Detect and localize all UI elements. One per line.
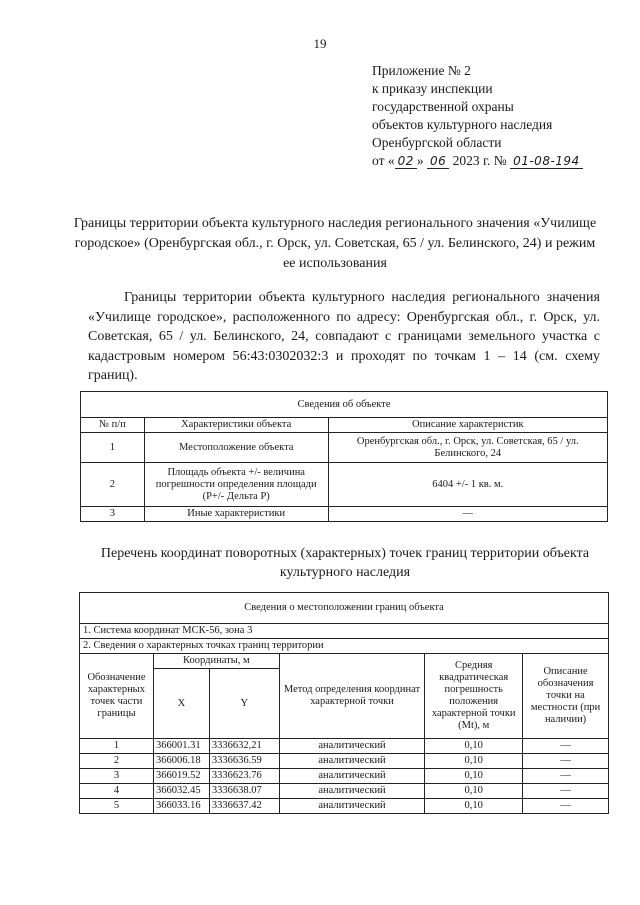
cell-method: аналитический [279, 739, 425, 754]
cell-accuracy: 0,10 [425, 799, 523, 814]
cell-point: 4 [80, 784, 154, 799]
table-row [80, 784, 609, 799]
header-designation: Обозначение характерных точек части границы [80, 654, 154, 739]
cell-description: — [523, 754, 609, 769]
cell-point: 3 [80, 769, 154, 784]
header-accuracy: Средняя квадратическая погрешность положения характерной точки (Mt), м [425, 654, 523, 739]
cell-point: 2 [80, 754, 154, 769]
cell-characteristic: Площадь объекта +/- величина погрешности определения площади (Р+/- Дельта Р) [144, 463, 328, 507]
col-header: Характеристики объекта [144, 418, 328, 433]
cell-method: аналитический [279, 754, 425, 769]
cell-number: 2 [81, 463, 145, 507]
appendix-header [372, 62, 583, 170]
page-number: 19 [313, 36, 327, 51]
object-info-table [80, 391, 608, 522]
coordinates-list-title: Перечень координат поворотных (характерных) точек границ территории объекта культурного наследия [100, 546, 590, 580]
table-row [80, 799, 609, 814]
cell-x: 366019.52 [153, 769, 209, 784]
appendix-date-line [372, 152, 583, 170]
cell-x: 366006.18 [153, 754, 209, 769]
table-row [81, 433, 608, 463]
cell-description: — [523, 799, 609, 814]
cell-accuracy: 0,10 [425, 784, 523, 799]
header-coordinates: Координаты, м [153, 654, 279, 669]
paragraph-text: Границы территории объекта культурного наследия регионального значения «Училище городское», расположенного по адресу: Оренбургская обл., г. Орск, ул. Советская, 65 / ул. Белинского, 24, совпадают с границами земельного участка с кадастровым номером 56:43:0302032:3 и проходят по точкам 1 – 14 (см. схему границ). [88, 290, 600, 383]
appendix-line: к приказу инспекции [372, 81, 493, 96]
cell-method: аналитический [279, 769, 425, 784]
points-info: 2. Сведения о характерных точках границ территории [80, 639, 609, 654]
date-mid: » [416, 153, 424, 168]
date-month: 06 [427, 154, 449, 169]
boundary-paragraph [88, 288, 600, 386]
date-day: 02 [395, 154, 417, 169]
appendix-line: Приложение № 2 [372, 63, 471, 78]
cell-point: 5 [80, 799, 154, 814]
cell-accuracy: 0,10 [425, 769, 523, 784]
coordinates-table [79, 592, 609, 814]
cell-x: 366033.16 [153, 799, 209, 814]
cell-y: 3336632,21 [209, 739, 279, 754]
cell-description: 6404 +/- 1 кв. м. [328, 463, 607, 507]
cell-y: 3336638.07 [209, 784, 279, 799]
cell-description: Оренбургская обл., г. Орск, ул. Советская, 65 / ул. Белинского, 24 [328, 433, 607, 463]
cell-description: — [523, 784, 609, 799]
cell-number: 3 [81, 507, 145, 522]
cell-description: — [523, 739, 609, 754]
table-row [80, 739, 609, 754]
cell-characteristic: Иные характеристики [144, 507, 328, 522]
header-y: Y [209, 669, 279, 739]
document-title: Границы территории объекта культурного наследия регионального значения «Училище городское» (Оренбургская обл., г. Орск, ул. Советская, 65 / ул. Белинского, 24) и режим ее использования [73, 216, 597, 271]
coords-caption: Сведения о местоположении границ объекта [80, 593, 609, 624]
cell-x: 366001.31 [153, 739, 209, 754]
order-number: 01-08-194 [510, 154, 583, 169]
col-header: Описание характеристик [328, 418, 607, 433]
appendix-line: объектов культурного наследия [372, 117, 553, 132]
appendix-line: государственной охраны [372, 99, 514, 114]
table-row [80, 769, 609, 784]
cell-description: — [523, 769, 609, 784]
col-header: № п/п [81, 418, 145, 433]
table-caption: Сведения об объекте [81, 392, 608, 418]
cell-accuracy: 0,10 [425, 754, 523, 769]
cell-y: 3336637.42 [209, 799, 279, 814]
cell-y: 3336636.59 [209, 754, 279, 769]
header-x: X [153, 669, 209, 739]
cell-characteristic: Местоположение объекта [144, 433, 328, 463]
cell-point: 1 [80, 739, 154, 754]
cell-accuracy: 0,10 [425, 739, 523, 754]
cell-method: аналитический [279, 784, 425, 799]
cell-description: — [328, 507, 607, 522]
table-row [80, 754, 609, 769]
cell-number: 1 [81, 433, 145, 463]
appendix-line: Оренбургской области [372, 135, 502, 150]
cell-x: 366032.45 [153, 784, 209, 799]
date-year: 2023 г. № [452, 153, 507, 168]
table-row [81, 463, 608, 507]
header-description: Описание обозначения точки на местности (при наличии) [523, 654, 609, 739]
header-method: Метод определения координат характерной точки [279, 654, 425, 739]
cell-method: аналитический [279, 799, 425, 814]
coordinate-system: 1. Система координат МСК-56, зона 3 [80, 624, 609, 639]
date-prefix: от « [372, 153, 395, 168]
cell-y: 3336623.76 [209, 769, 279, 784]
table-row [81, 507, 608, 522]
